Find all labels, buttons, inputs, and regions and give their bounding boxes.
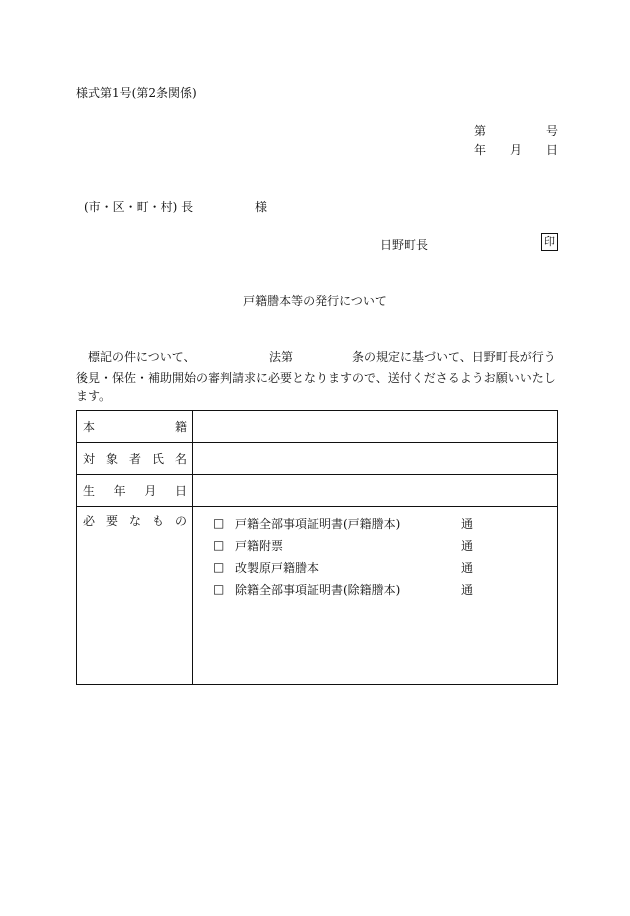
body-line-1 [76,348,557,366]
date-line [474,141,558,158]
honseki-field[interactable] [193,411,558,443]
item-name: 改製原戸籍謄本 [235,560,320,575]
checkbox[interactable]: □ [213,516,225,530]
month-label: 月 [509,143,522,157]
year-label: 年 [474,143,487,157]
label-char: な [128,514,141,528]
item-unit: 通 [461,560,474,575]
dai-label: 第 [474,124,487,138]
list-item [213,534,557,556]
item-name: 戸籍全部事項証明書(戸籍謄本) [235,516,401,531]
addressee-honorific: 様 [255,200,268,214]
checkbox[interactable]: □ [213,582,225,596]
table-row [77,443,558,475]
list-item [213,578,557,600]
checkbox[interactable]: □ [213,560,225,574]
document-title: 戸籍謄本等の発行について [243,294,387,308]
item-unit: 通 [461,582,474,597]
request-table [76,410,558,685]
form-number: 様式第1号(第2条関係) [76,86,197,100]
document-number-line [474,122,558,139]
label-char: 年 [113,484,126,498]
body-line-2: 後見・保佐・補助開始の審判請求に必要となりますので、送付くださるようお願いいたし [76,371,556,385]
item-name: 除籍全部事項証明書(除籍謄本) [235,582,401,597]
taishosha-label [77,443,193,475]
label-char: 月 [144,484,157,498]
addressee: (市・区・町・村) 長 [84,200,194,214]
label-char: 籍 [174,420,187,434]
label-char: 象 [105,452,118,466]
seinengappi-label [77,475,193,507]
list-item [213,512,557,534]
sender-name: 日野町長 [380,238,429,252]
go-label: 号 [545,124,558,138]
body-part-1: 標記の件について、 [88,350,196,364]
label-char: も [151,514,164,528]
item-unit: 通 [461,538,474,553]
label-char: 名 [174,452,187,466]
label-char: の [174,514,187,528]
checkbox[interactable]: □ [213,538,225,552]
label-char: 要 [105,514,118,528]
body-line-3: ます。 [76,389,112,403]
label-char: 必 [83,514,96,528]
honseki-label [77,411,193,443]
seinengappi-field[interactable] [193,475,558,507]
label-char: 者 [128,452,141,466]
table-row [77,507,558,685]
label-char: 生 [83,484,96,498]
label-char: 氏 [151,452,164,466]
seal-stamp: 印 [541,233,558,251]
item-name: 戸籍附票 [235,538,284,553]
list-item [213,556,557,578]
table-row [77,411,558,443]
taishosha-field[interactable] [193,443,558,475]
body-part-2: 法第 [269,350,294,364]
table-row [77,475,558,507]
label-char: 日 [174,484,187,498]
label-char: 対 [83,452,96,466]
day-label: 日 [545,143,558,157]
hitsuyo-label [77,507,193,685]
label-char: 本 [83,420,96,434]
body-part-3: 条の規定に基づいて、日野町長が行う [352,350,556,364]
item-unit: 通 [461,516,474,531]
hitsuyo-items-cell [193,507,558,685]
